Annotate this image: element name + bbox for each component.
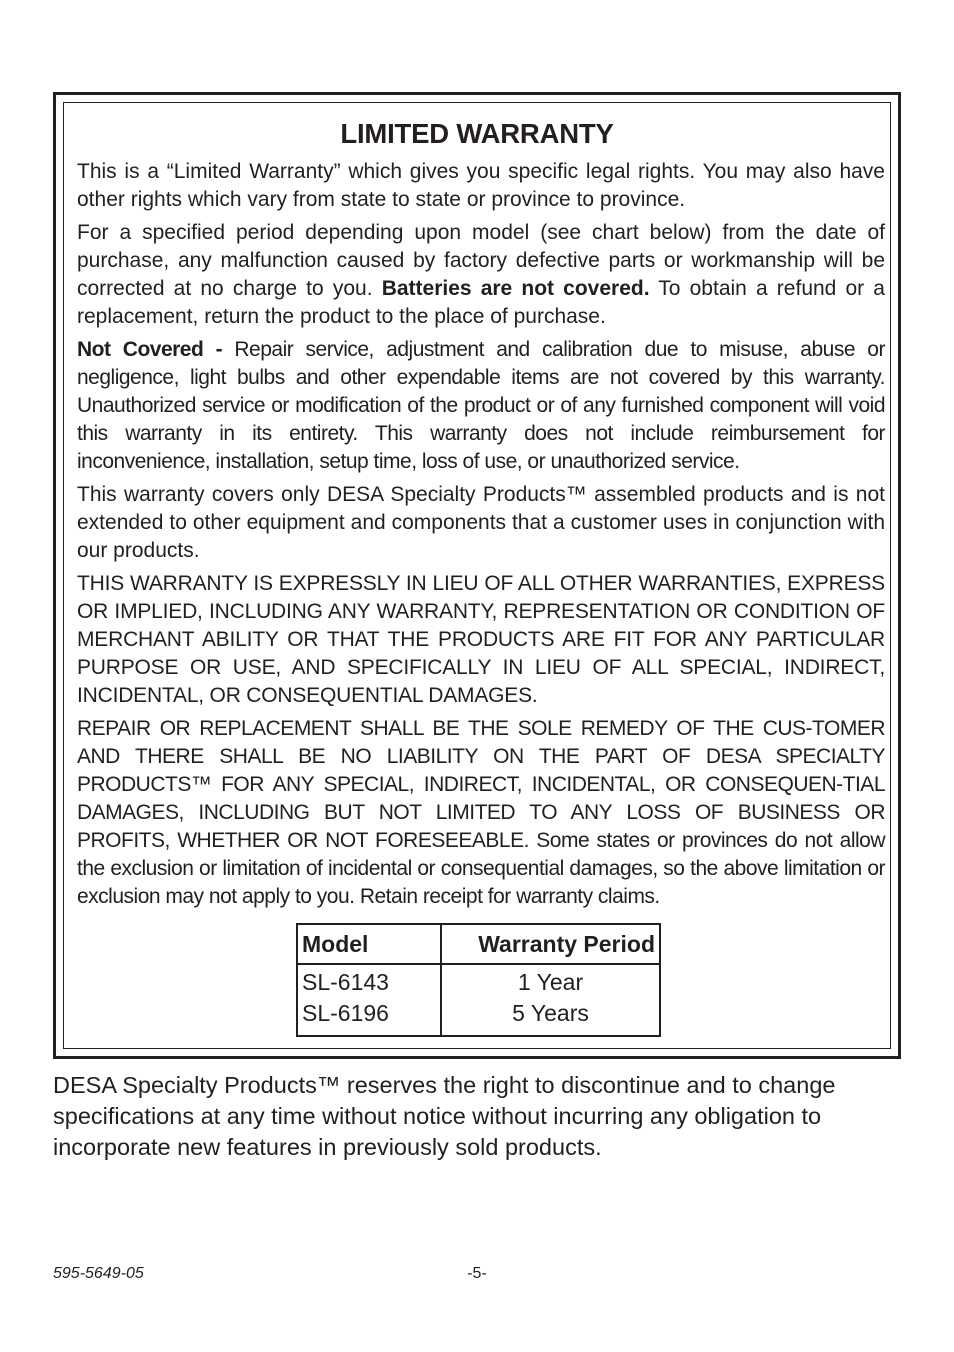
model-value: SL-6143 (302, 969, 389, 995)
model-value: SL-6196 (302, 1000, 389, 1026)
warranty-title: LIMITED WARRANTY (340, 118, 614, 149)
batteries-not-covered-text: Batteries are not covered. (381, 277, 650, 300)
period-value: 5 Years (512, 1000, 589, 1026)
warranty-paragraph-not-covered (77, 336, 885, 476)
warranty-body (77, 158, 885, 916)
coverage-text-start: For a specified period depending upon model (see chart below) from the date of purchase, any malfunction caused by factory defective parts or workmanship will be corrected at no charge to you. (77, 221, 885, 300)
warranty-paragraph-coverage (77, 219, 885, 331)
specifications-notice: DESA Specialty Products™ reserves the right to discontinue and to change specifications at any time without notice without incurring any obligation to incorporate new features in previously sold products. (53, 1072, 836, 1160)
period-value: 1 Year (517, 969, 584, 995)
model-column-header: Model (297, 924, 441, 964)
warranty-period-column-header: Warranty Period (441, 924, 660, 964)
not-covered-label: Not Covered - (77, 338, 223, 361)
page-number: -5- (467, 1265, 487, 1282)
warranty-paragraph-disclaimer: THIS WARRANTY IS EXPRESSLY IN LIEU OF ALL OTHER WARRANTIES, EXPRESS OR IMPLIED, INCLUDING ANY WARRANTY, REPRESENTATION OR CONDITION OF MERCHANT ABILITY OR THAT THE PRODUCTS ARE FIT FOR ANY PARTICULAR PURPOSE OR USE, AND SPECIFICALLY IN LIEU OF ALL SPECIAL, INDIRECT, INCIDENTAL, OR CONSEQUENTIAL DAMAGES. (77, 572, 885, 707)
model-cell (297, 964, 441, 1036)
warranty-box (53, 92, 901, 1059)
coverage-text-end: To obtain a refund or a replacement, return the product to the place of purchase. (77, 277, 885, 328)
table-header-row (297, 924, 660, 964)
warranty-paragraph-remedy: REPAIR OR REPLACEMENT SHALL BE THE SOLE REMEDY OF THE CUS-TOMER AND THERE SHALL BE NO LIABILITY ON THE PART OF DESA SPECIALTY PRODUCTS™ FOR ANY SPECIAL, INDIRECT, INCIDENTAL, OR CONSEQUEN-TIAL DAMAGES, INCLUDING BUT NOT LIMITED TO ANY LOSS OF BUSINESS OR PROFITS, WHETHER OR NOT FORESEEABLE. Some states or provinces do not allow the exclusion or limitation of incidental or consequential damages, so the above limitation or exclusion may not apply to you. Retain receipt for warranty claims. (77, 717, 885, 908)
not-covered-text: Repair service, adjustment and calibration due to misuse, abuse or negligence, light bulbs and other expendable items are not covered by this warranty. Unauthorized service or modification of the product or of any furnished component will void this warranty in its entirety. This warranty does not include reimbursement for inconvenience, installation, setup time, loss of use, or unauthorized service. (77, 338, 885, 473)
document-number: 595-5649-05 (53, 1265, 144, 1282)
warranty-period-table (296, 923, 661, 1037)
table-row (297, 964, 660, 1036)
warranty-paragraph-scope: This warranty covers only DESA Specialty Products™ assembled products and is not extended to other equipment and components that a customer uses in conjunction with our products. (77, 483, 885, 562)
warranty-inner-border (63, 102, 891, 1049)
period-cell (441, 964, 660, 1036)
warranty-paragraph-rights: This is a “Limited Warranty” which gives you specific legal rights. You may also have other rights which vary from state to state or province to province. (77, 160, 885, 211)
